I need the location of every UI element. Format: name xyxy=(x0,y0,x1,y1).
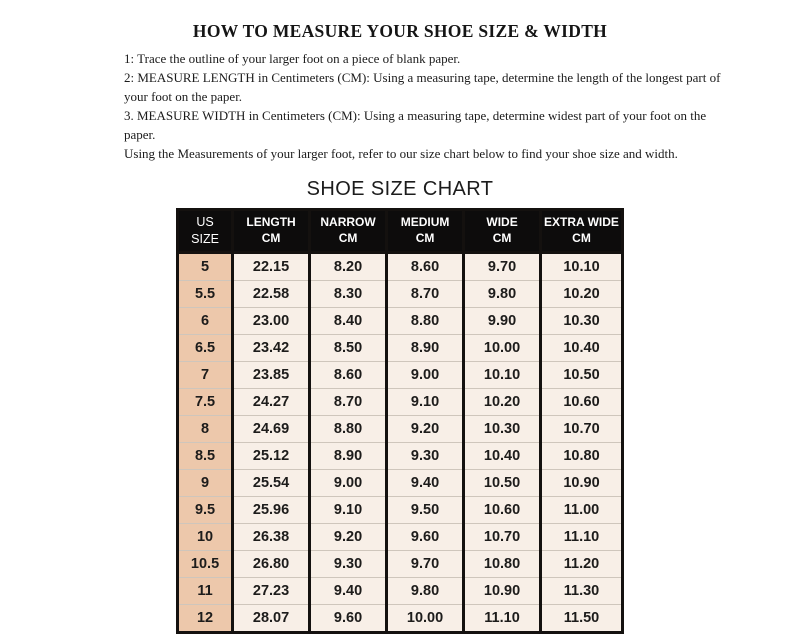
measurement-cell: 26.38 xyxy=(233,523,310,550)
measurement-cell: 9.20 xyxy=(310,523,387,550)
measurement-cell: 11.10 xyxy=(541,523,623,550)
measurement-cell: 8.90 xyxy=(387,334,464,361)
column-header-line1: WIDE xyxy=(486,215,518,230)
measurement-cell: 26.80 xyxy=(233,550,310,577)
measurement-cell: 11.10 xyxy=(464,604,541,632)
measurement-cell: 8.20 xyxy=(310,252,387,280)
measurement-cell: 8.70 xyxy=(387,280,464,307)
measurement-cell: 10.80 xyxy=(464,550,541,577)
instruction-line-1: 1: Trace the outline of your larger foot on a piece of blank paper. xyxy=(124,51,461,66)
table-row-size-10 xyxy=(178,523,623,550)
measurement-cell: 10.50 xyxy=(464,469,541,496)
column-header-line1: EXTRA WIDE xyxy=(544,215,619,230)
us-size-cell: 10.5 xyxy=(178,550,233,577)
instruction-line-4: Using the Measurements of your larger foot, refer to our size chart below to find your shoe size and width. xyxy=(124,146,678,162)
measurement-cell: 9.10 xyxy=(387,388,464,415)
table-row-size-7 xyxy=(178,361,623,388)
measurement-cell: 9.80 xyxy=(464,280,541,307)
measurement-cell: 25.96 xyxy=(233,496,310,523)
measurement-cell: 9.30 xyxy=(310,550,387,577)
measurement-cell: 8.80 xyxy=(310,415,387,442)
measurement-cell: 9.30 xyxy=(387,442,464,469)
table-row-size-6 xyxy=(178,307,623,334)
measurement-cell: 10.70 xyxy=(464,523,541,550)
measurement-cell: 10.30 xyxy=(541,307,623,334)
column-header-line1: US xyxy=(196,215,214,230)
measurement-cell: 10.20 xyxy=(464,388,541,415)
column-header-line2: CM xyxy=(338,230,358,245)
table-row-size-10.5 xyxy=(178,550,623,577)
measurement-cell: 10.40 xyxy=(541,334,623,361)
instruction-line-2: 2: MEASURE LENGTH in Centimeters (CM): Using a measuring tape, determine the length of the longest part of your foot on the paper. xyxy=(124,70,721,104)
measurement-cell: 27.23 xyxy=(233,577,310,604)
column-header-wide xyxy=(464,209,541,252)
table-header xyxy=(178,209,623,252)
us-size-cell: 8.5 xyxy=(178,442,233,469)
column-header-line2: CM xyxy=(261,230,281,245)
column-header-length xyxy=(233,209,310,252)
us-size-cell: 7 xyxy=(178,361,233,388)
measurement-cell: 9.60 xyxy=(310,604,387,632)
measurement-cell: 22.15 xyxy=(233,252,310,280)
measurement-cell: 11.00 xyxy=(541,496,623,523)
measurement-cell: 9.70 xyxy=(464,252,541,280)
us-size-cell: 11 xyxy=(178,577,233,604)
chart-title: SHOE SIZE CHART xyxy=(306,177,494,200)
measurement-cell: 10.80 xyxy=(541,442,623,469)
measurement-cell: 22.58 xyxy=(233,280,310,307)
measurement-cell: 10.10 xyxy=(464,361,541,388)
column-header-narrow xyxy=(310,209,387,252)
measurement-cell: 10.70 xyxy=(541,415,623,442)
table-row-size-9.5 xyxy=(178,496,623,523)
measurement-cell: 25.12 xyxy=(233,442,310,469)
column-header-line2: CM xyxy=(492,230,512,245)
table-row-size-9 xyxy=(178,469,623,496)
table-row-size-8 xyxy=(178,415,623,442)
measurement-cell: 10.20 xyxy=(541,280,623,307)
instructions xyxy=(124,50,724,164)
measurement-cell: 23.42 xyxy=(233,334,310,361)
us-size-cell: 9 xyxy=(178,469,233,496)
measurement-cell: 10.90 xyxy=(541,469,623,496)
table-row-size-11 xyxy=(178,577,623,604)
measurement-cell: 9.00 xyxy=(387,361,464,388)
measurement-cell: 11.30 xyxy=(541,577,623,604)
measurement-cell: 9.80 xyxy=(387,577,464,604)
column-header-line1: MEDIUM xyxy=(400,215,450,230)
measurement-cell: 10.00 xyxy=(464,334,541,361)
column-header-extra-wide xyxy=(541,209,623,252)
us-size-cell: 8 xyxy=(178,415,233,442)
column-header-line2: CM xyxy=(415,230,435,245)
us-size-cell: 5.5 xyxy=(178,280,233,307)
instruction-line-3: 3. MEASURE WIDTH in Centimeters (CM): Using a measuring tape, determine widest part of your foot on the paper. xyxy=(124,108,707,142)
measurement-cell: 9.60 xyxy=(387,523,464,550)
measurement-cell: 9.40 xyxy=(310,577,387,604)
measurement-cell: 8.80 xyxy=(387,307,464,334)
measurement-cell: 10.60 xyxy=(464,496,541,523)
table-row-size-5.5 xyxy=(178,280,623,307)
us-size-cell: 7.5 xyxy=(178,388,233,415)
measurement-cell: 8.60 xyxy=(310,361,387,388)
shoe-size-guide-page xyxy=(0,21,800,626)
measurement-cell: 9.10 xyxy=(310,496,387,523)
measurement-cell: 23.85 xyxy=(233,361,310,388)
measurement-cell: 10.90 xyxy=(464,577,541,604)
column-header-line1: NARROW xyxy=(320,215,376,230)
table-row-size-7.5 xyxy=(178,388,623,415)
measurement-cell: 10.40 xyxy=(464,442,541,469)
column-header-medium xyxy=(387,209,464,252)
measurement-cell: 8.30 xyxy=(310,280,387,307)
measurement-cell: 9.00 xyxy=(310,469,387,496)
us-size-cell: 9.5 xyxy=(178,496,233,523)
shoe-size-table xyxy=(176,208,624,634)
page-title: HOW TO MEASURE YOUR SHOE SIZE & WIDTH xyxy=(192,21,608,41)
measurement-cell: 10.10 xyxy=(541,252,623,280)
measurement-cell: 28.07 xyxy=(233,604,310,632)
table-body xyxy=(178,252,623,632)
column-header-us xyxy=(178,209,233,252)
us-size-cell: 6.5 xyxy=(178,334,233,361)
measurement-cell: 10.60 xyxy=(541,388,623,415)
measurement-cell: 8.40 xyxy=(310,307,387,334)
measurement-cell: 24.69 xyxy=(233,415,310,442)
measurement-cell: 9.70 xyxy=(387,550,464,577)
measurement-cell: 24.27 xyxy=(233,388,310,415)
measurement-cell: 9.20 xyxy=(387,415,464,442)
measurement-cell: 9.40 xyxy=(387,469,464,496)
measurement-cell: 8.60 xyxy=(387,252,464,280)
measurement-cell: 10.30 xyxy=(464,415,541,442)
measurement-cell: 25.54 xyxy=(233,469,310,496)
column-header-line2: SIZE xyxy=(191,231,219,246)
us-size-cell: 6 xyxy=(178,307,233,334)
us-size-cell: 5 xyxy=(178,252,233,280)
measurement-cell: 9.90 xyxy=(464,307,541,334)
table-row-size-6.5 xyxy=(178,334,623,361)
header-row xyxy=(178,209,623,252)
measurement-cell: 11.20 xyxy=(541,550,623,577)
us-size-cell: 10 xyxy=(178,523,233,550)
us-size-cell: 12 xyxy=(178,604,233,632)
table-row-size-8.5 xyxy=(178,442,623,469)
measurement-cell: 10.50 xyxy=(541,361,623,388)
measurement-cell: 8.70 xyxy=(310,388,387,415)
table-row-size-12 xyxy=(178,604,623,632)
measurement-cell: 10.00 xyxy=(387,604,464,632)
table-row-size-5 xyxy=(178,252,623,280)
measurement-cell: 11.50 xyxy=(541,604,623,632)
measurement-cell: 9.50 xyxy=(387,496,464,523)
column-header-line1: LENGTH xyxy=(246,215,296,230)
measurement-cell: 23.00 xyxy=(233,307,310,334)
column-header-line2: CM xyxy=(572,230,591,245)
measurement-cell: 8.50 xyxy=(310,334,387,361)
measurement-cell: 8.90 xyxy=(310,442,387,469)
